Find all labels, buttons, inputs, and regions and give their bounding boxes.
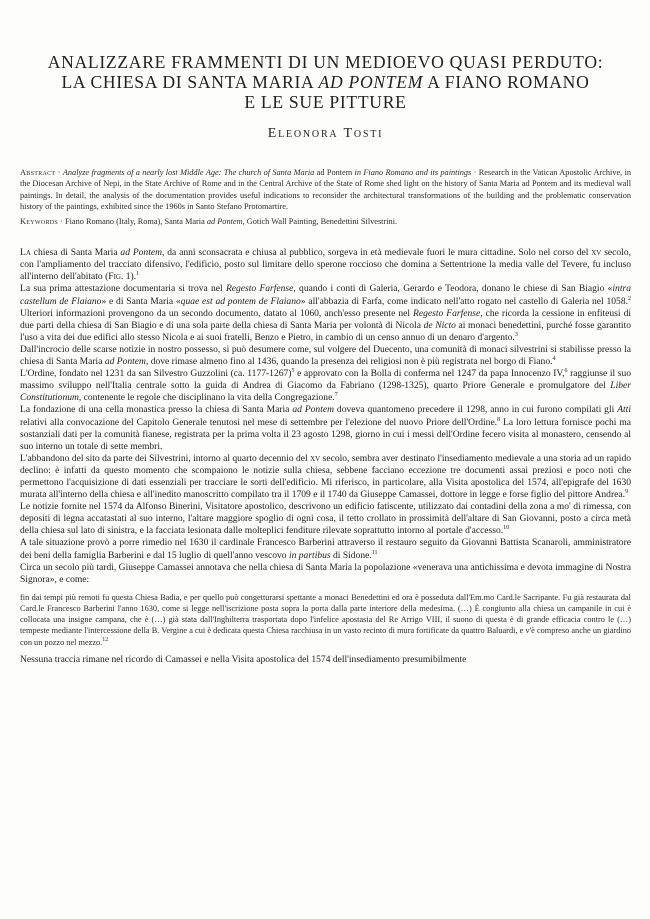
abstract-text: Research in the Vatican Apostolic Archive, in the Diocesan Archive of Nepi, in the State Archive of Rome and in the Central Archive of the State of Rome shed light on the history of Santa Maria ad Pontem and its medieval wall paintings. In detail, the analysis of the documentation provides useful indications to reconsider the architectural transformations of the building and the problematic conservation history of the paintings, exhibited since the 1960s in Santo Stefano Protomartire.	[20, 168, 632, 211]
keywords-text: , Gotich Wall Painting, Benedettini Silvestrini.	[242, 217, 398, 227]
footnote-marker: 3	[514, 331, 518, 338]
footnote-marker: 8	[497, 416, 501, 423]
article-body	[20, 247, 631, 666]
paragraph: Nessuna traccia rimane nel ricordo di Camassei e nella Visita apostolica del 1574 dell'insediamento presumibilmente	[20, 653, 467, 665]
paragraph	[20, 537, 631, 561]
text: » all'abbazia di Farfa, come indicato nell'atto rogato nel castello di Galeria nel 1058.	[300, 295, 628, 307]
text: A tale situazione provò a porre rimedio nel 1630 il cardinale Francesco Barberini attraverso il restauro seguito da Giovanni Battista Scanaroli, amministratore dei beni della famiglia Barberini e dal 15 luglio di quell'anno vescovo	[20, 537, 631, 561]
title-line-3: E LE SUE PITTURE	[244, 92, 407, 112]
block-quote	[20, 592, 631, 648]
italic-text: de Nicto	[423, 319, 456, 331]
footnote-marker: 7	[334, 392, 338, 399]
italic-text: Atti	[617, 404, 631, 416]
italic-text: Regesto Farfense	[225, 283, 294, 295]
italic-text: ad Pontem	[292, 404, 334, 416]
keywords	[20, 216, 631, 227]
text: Le notizie fornite nel 1574 da Alfonso Binerini, Visitatore apostolico, descrivono un edificio fatiscente, utilizzato dai contadini della zona a mo' di rimessa, con depositi di legna accatastati al suo interno, l'altare maggiore spoglio di ogni cosa, il tetto crollato in prossimità dell'altare di San Giovanni, posto a circa metà della chiesa sul lato di sinistra, e la facciata lesionata dalle molteplici fenditure rilevate soprattutto intorno al portale d'accesso.	[20, 501, 631, 537]
text: chiesa di Santa Maria	[30, 247, 121, 259]
abstract-title: Analyze fragments of a nearly lost Middle Age: The church of Santa Maria	[62, 168, 315, 177]
text: ai monaci benedettini, purché fosse garantito l'uso a vita dei due edifici allo stesso Nicola e ai suoi fratelli, Benzo e Pietro, in cambio di un censo annuo di un denaro d'argento.	[20, 319, 631, 343]
paragraph	[20, 283, 631, 343]
text: secolo, sembra aver destinato l'insediamento medievale a una storia ad un rapido declino: è infatti da questo momento che scompaiono le notizie sulla chiesa, sebbene facciano eccezione tre documenti assai preziosi e poco noti che permettono l'acquisizione di dati essenziali per tracciare le sorti dell'edificio. Mi riferisco, in particolare, alla Visita apostolica del 1574, all'epigrafe del 1630 murata all'interno della chiesa e all'inedito manoscritto compilato tra il 1709 e il 1740 da Giuseppe Camassei, dottore in legge e forse figlio del pittore Andrea.	[20, 452, 631, 501]
footnote-marker: 5	[291, 367, 295, 374]
footnote-marker: 6	[564, 367, 568, 374]
footnote-marker: 10	[503, 525, 510, 532]
text: Circa un secolo più tardi, Giuseppe Camassei annotava che nella chiesa di Santa Maria la popolazione «venerava una antichissima e devota immagine di Nostra Signora», e come:	[20, 561, 631, 585]
title-line-2	[20, 72, 631, 92]
article-title	[20, 0, 631, 112]
text: La sua prima attestazione documentaria si trova nel	[20, 283, 226, 295]
italic-text: ad Pontem	[104, 356, 146, 368]
text: Dall'incrocio delle scarse notizie in nostro possesso, si può desumere come, sul volgere del Duecento, una comunità di monaci silvestrini si stabilisse presso la chiesa di Santa Maria	[20, 343, 631, 368]
century-numeral: xv	[591, 247, 602, 259]
text: , da anni sconsacrata e chiusa al pubblico, sorgeva in età medievale fuori le mura cittadine. Solo nel corso del	[161, 247, 592, 259]
text: La fondazione di una cella monastica presso la chiesa di Santa Maria	[20, 404, 293, 416]
text: relativi alla convocazione del Capitolo Generale tenutosi nel mese di settembre per l'elezione del nuovo Priore dell'Ordine.	[20, 416, 498, 428]
italic-text: in partibus	[288, 549, 331, 561]
text: raggiunse il suo massimo sviluppo nell'Italia centrale sotto la guida di Andrea di Giacomo da Fabriano (1298-1325), quarto Priore Generale e promulgatore del	[20, 368, 631, 392]
separator: ·	[58, 217, 65, 227]
text: L'abbandono del sito da parte dei Silvestrini, intorno al quarto decennio del	[20, 452, 311, 464]
quote-text: fin dai tempi più remoti fu questa Chiesa Badia, e per quello può congetturarsi spettante a monaci Benedettini ed ora è posseduta dall'Em.mo Card.le Sacripante. Fu già restaurata dal Card.le Francesco Barberini l'anno 1630, come si legge nell'iscrizione posta sopra la porta dalla parte interiore della medesima. (…) È congiunto alla chiesa un campanile in cui è collocata una insigne campana, che è (…) già stata dall'Inghilterra trasportata dopo l'infelice apostasia del Re Arrigo VIII, il suono di questa è di grande efficacia contro le (…) tempeste mediante l'intercessione della B. Vergine a cui è dedicata questa Chiesa racchiusa in un vasto recinto di mura fortificate da quattro Baluardi, e v'è compreso anche un giardino con un pozzo nel mezzo.	[20, 592, 631, 647]
text: secolo, con l'ampliamento del tracciato difensivo, l'edificio, posto sul limitare dello sperone roccioso che domina a Settentrione la media valle del Tevere, fu incluso all'interno dell'abitato (	[20, 247, 631, 283]
italic-text: intra castellum de Flaiano	[20, 283, 631, 307]
paragraph	[20, 562, 631, 586]
text: di Sidone.	[330, 549, 372, 561]
title-line-1: ANALIZZARE FRAMMENTI DI UN MEDIOEVO QUASI PERDUTO:	[47, 52, 604, 72]
footnote-marker: 1	[136, 271, 140, 278]
keywords-italic: ad Pontem	[206, 217, 243, 227]
text: , che ricorda la cessione in enfiteusi di due parti della chiesa di San Biagio e di una sola parte della chiesa di Santa Maria per volontà di Nicola	[20, 307, 631, 331]
abstract-title-roman: ad Pontem	[314, 168, 355, 177]
italic-text: Regesto Farfense	[413, 307, 481, 319]
paragraph	[20, 453, 631, 501]
paragraph	[20, 404, 631, 452]
text: La loro lettura fornisce pochi ma sostanziali dati per la comunità fianese, registrata per la prima volta il 23 agosto 1298, giorno in cui i messi dell'Ordine fecero visita al monastero, censendo al suo interno un totale di sette membri.	[20, 416, 631, 452]
author-name: Eleonora Tosti	[267, 126, 384, 141]
text: e approvato con la Bolla di conferma nel 1247 da papa Innocenzo IV,	[294, 368, 565, 380]
paragraph	[20, 344, 631, 368]
century-numeral: xv	[310, 452, 321, 464]
abstract-title: in Fiano Romano and its paintings	[354, 168, 472, 177]
keywords-label: Keywords	[20, 217, 59, 227]
text: , dove rimase almeno fino al 1436, quando la presenza dei religiosi non è più registrata nel borgo di Fiano.	[145, 356, 553, 368]
title-text: LA CHIESA DI SANTA MARIA	[61, 72, 319, 92]
italic-text: Liber Constitutionum	[20, 380, 631, 404]
title-text: A FIANO ROMANO	[423, 72, 590, 92]
text: Ulteriori informazioni provengono da un secondo documento, datato al 1060, anch'esso presente nel	[20, 307, 414, 319]
footnote-marker: 12	[102, 636, 109, 643]
paragraph	[20, 368, 631, 404]
italic-text: ad Pontem	[120, 247, 162, 259]
paragraph	[20, 247, 631, 283]
text: doveva quantomeno precedere il 1298, anno in cui furono compilati gli	[333, 404, 618, 416]
text: L'Ordine, fondato nel 1231 da san Silvestro Guzzolini (ca. 1177-1267)	[20, 368, 292, 380]
title-italic: AD PONTEM	[318, 72, 424, 92]
footnote-marker: 11	[371, 549, 378, 556]
smallcaps-opening: La	[20, 247, 31, 259]
footnote-marker: 9	[624, 488, 628, 495]
separator: ·	[471, 168, 479, 177]
abstract-label: Abstract	[20, 168, 56, 177]
text: » e di Santa Maria «	[101, 295, 181, 307]
figure-reference: Fig. 1	[108, 271, 131, 283]
footnote-marker: 2	[627, 295, 631, 302]
keywords-text: Fiano Romano (Italy, Roma), Santa Maria	[64, 217, 207, 227]
text: , quando i conti di Galeria, Gerardo e Teodora, donano le chiese di San Biagio «	[293, 283, 613, 295]
abstract	[20, 167, 631, 212]
text: , contenente le regole che disciplinano la vita della Congregazione.	[78, 392, 335, 404]
text: ).	[130, 271, 137, 283]
paragraph	[20, 501, 631, 537]
italic-text: quae est ad pontem de Flaiano	[180, 295, 301, 307]
footnote-marker: 4	[552, 355, 556, 362]
separator: ·	[55, 168, 63, 177]
